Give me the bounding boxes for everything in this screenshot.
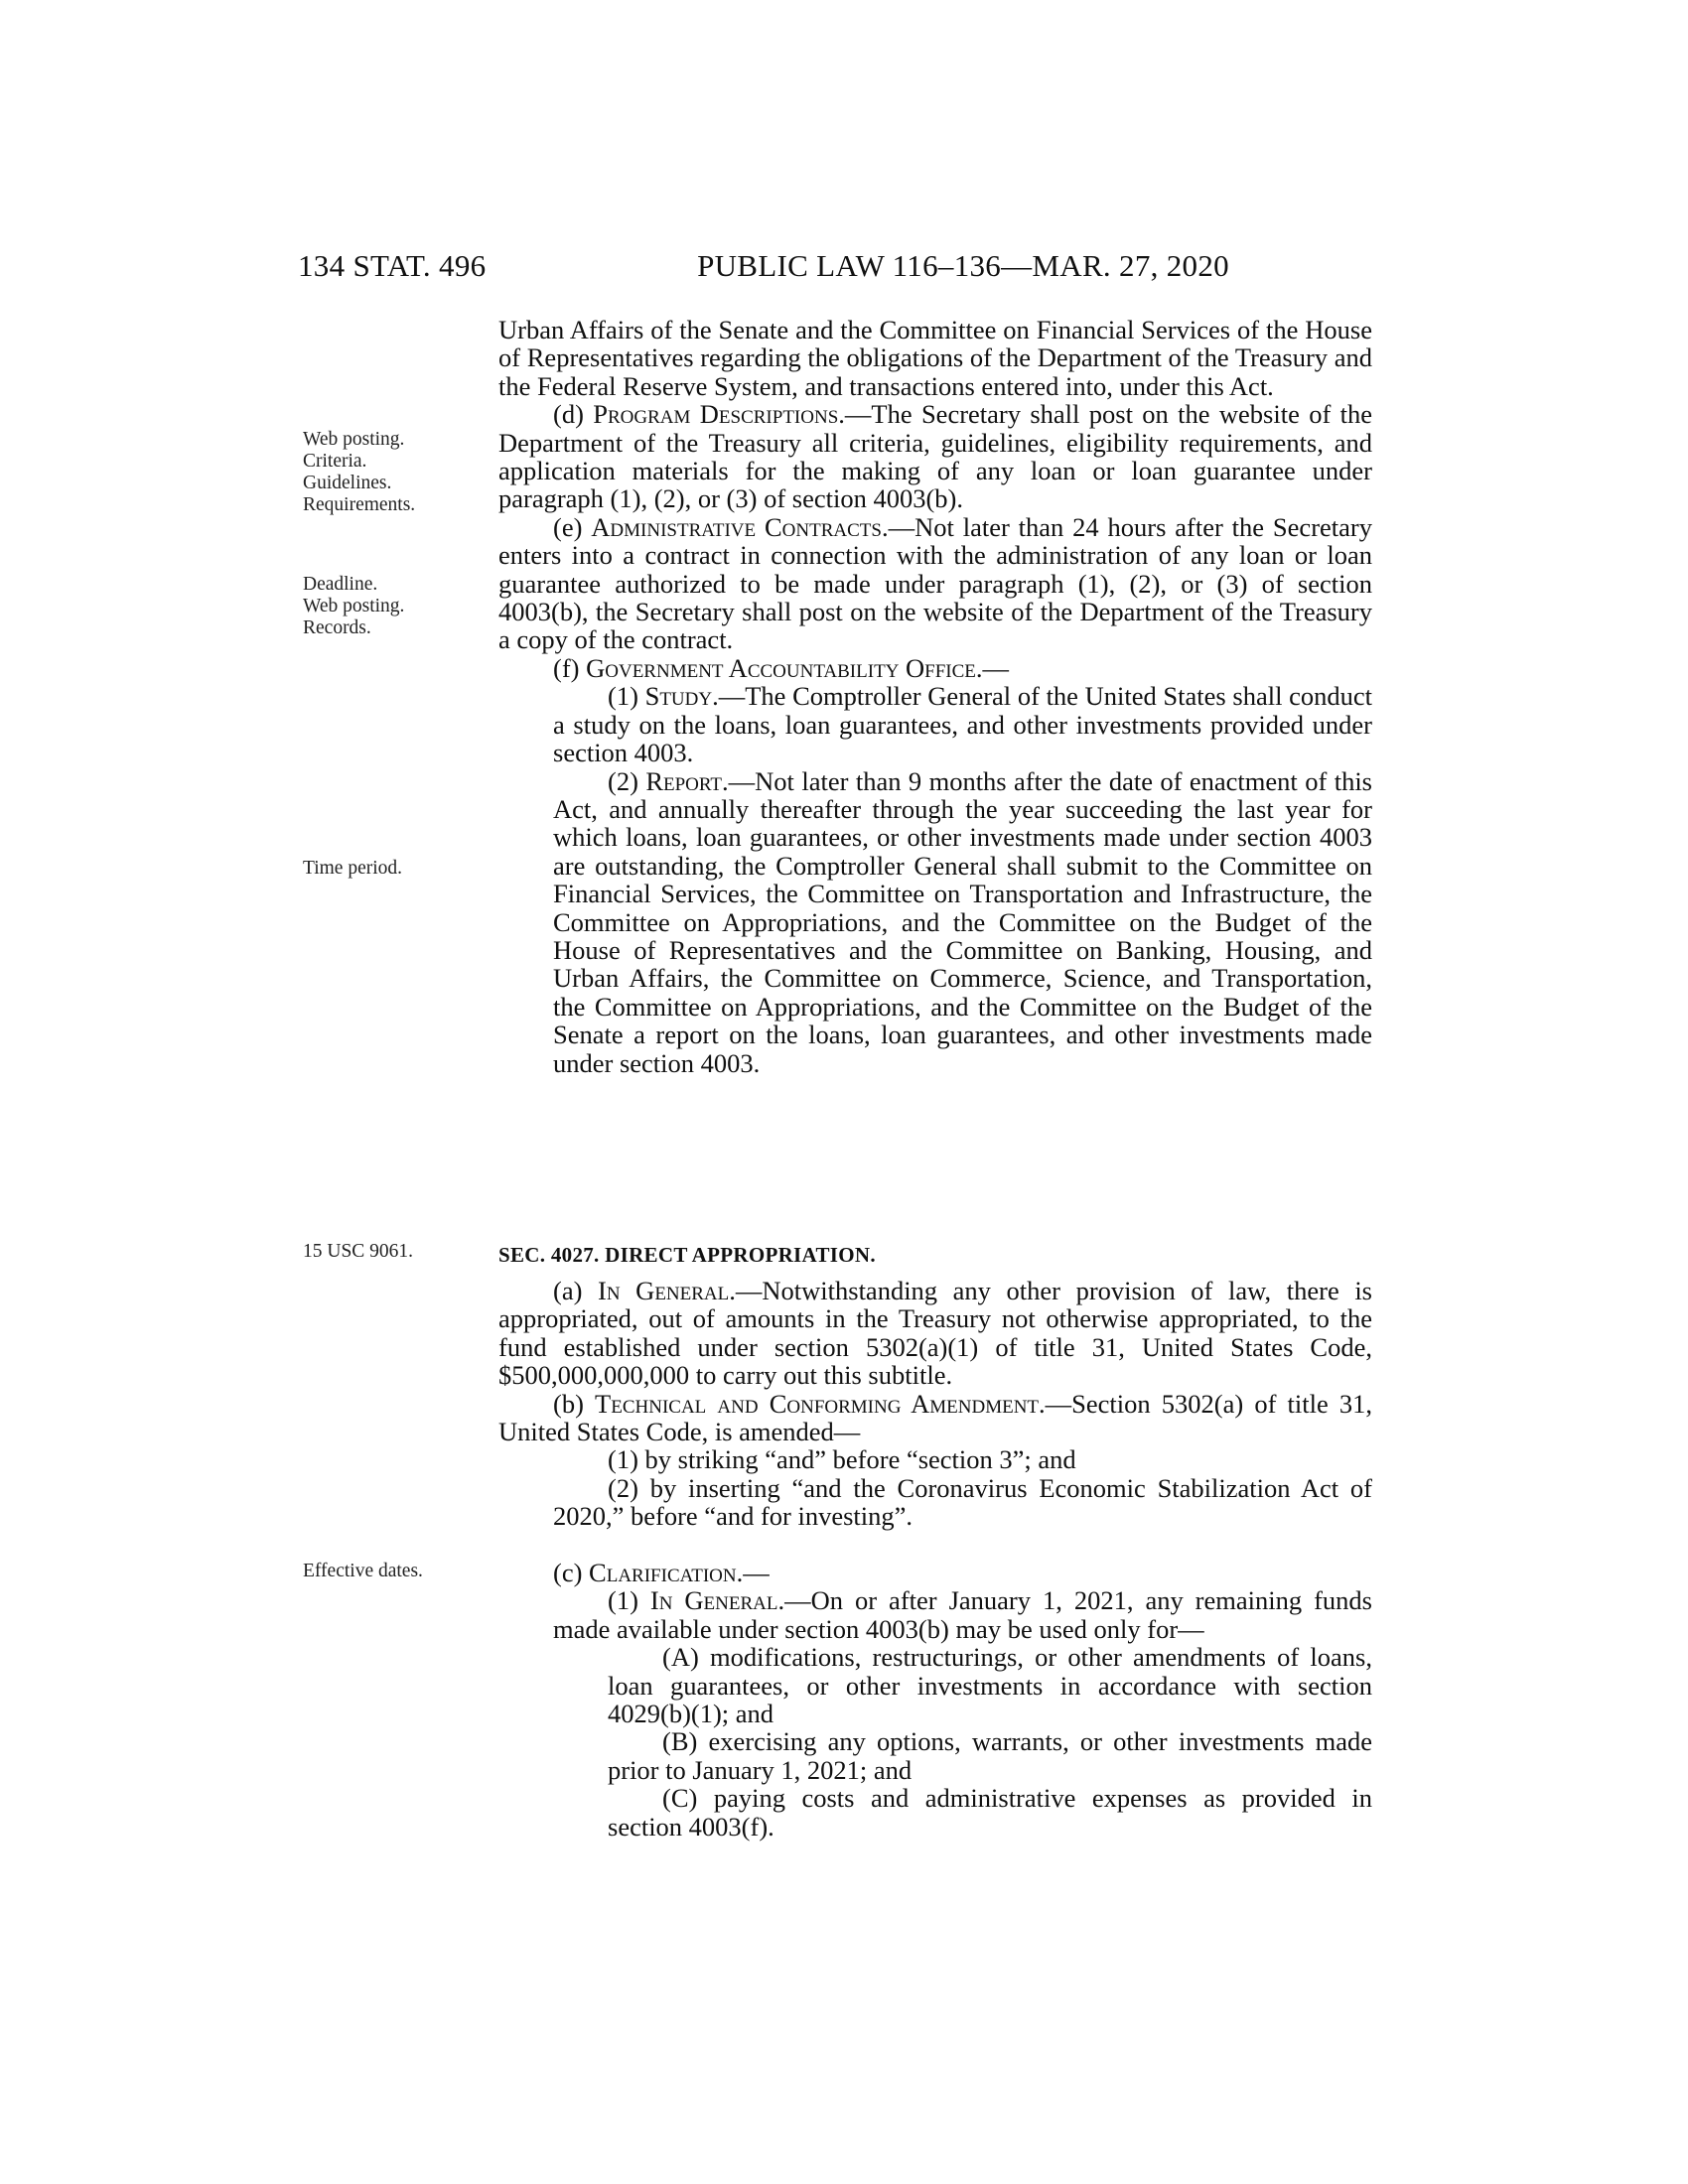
- subsection-heading: Administrative Contracts: [591, 511, 882, 542]
- subsection-e: [498, 513, 1372, 654]
- subsection-label: (f): [553, 652, 587, 683]
- paragraph-text: .—On or after January 1, 2021, any remaining funds made available under section 4003(b) may be used only for—: [553, 1585, 1372, 1644]
- subsection-label: (e): [553, 511, 592, 542]
- body-text-block-3: [498, 1559, 1372, 1841]
- margin-note-time-period: [303, 858, 402, 880]
- margin-note-effective-dates: [303, 1561, 423, 1582]
- subsection-b: [498, 1390, 1372, 1446]
- margin-note-line: Time period.: [303, 858, 403, 879]
- subparagraph-c-1-b: (B) exercising any options, warrants, or other investments made prior to January 1, 2021; and: [608, 1726, 1372, 1785]
- margin-note-line: Guidelines.: [303, 473, 392, 493]
- paragraph-label: (1): [608, 1585, 650, 1616]
- subsection-text: .—Section 5302(a) of title 31, United States Code, is amended—: [498, 1388, 1373, 1447]
- page-header-title: PUBLIC LAW 116–136—MAR. 27, 2020: [697, 248, 1229, 283]
- subsection-heading: Technical and Conforming Amendment: [595, 1388, 1040, 1419]
- paragraph-heading: In General: [649, 1585, 778, 1616]
- page-stat-citation: 134 STAT. 496: [298, 248, 487, 283]
- paragraph-label: (2): [608, 765, 646, 796]
- subsection-heading: Clarification: [589, 1558, 737, 1587]
- margin-note-line: Effective dates.: [303, 1561, 423, 1581]
- margin-note-usc: [303, 1241, 413, 1263]
- subsection-label: (d): [553, 399, 594, 430]
- margin-note-line: 15 USC 9061.: [303, 1241, 414, 1262]
- paragraph-text: .—The Comptroller General of the United States shall conduct a study on the loans, loan guarantees, and other investments provided under section 4003.: [553, 681, 1372, 768]
- subsection-c: [498, 1559, 1372, 1586]
- subsection-text: .—The Secretary shall post on the website of the Department of the Treasury all criteria, guidelines, eligibility requirements, and application materials for the making of any loan or loan guarantee under paragraph (1), (2), or (3) of section 4003(b).: [498, 399, 1372, 514]
- paragraph-f-1: [498, 682, 1372, 766]
- margin-note-line: Criteria.: [303, 451, 367, 472]
- subsection-text: .—: [975, 652, 1010, 683]
- subsection-label: (c): [553, 1558, 590, 1587]
- paragraph-heading: Report: [645, 765, 723, 796]
- margin-note-line: Web posting.: [303, 596, 405, 616]
- paragraph-f-2: [498, 767, 1372, 1077]
- margin-note-line: Deadline.: [303, 574, 378, 595]
- subparagraph-c-1-c: (C) paying costs and administrative expenses as provided in section 4003(f).: [608, 1783, 1372, 1842]
- subsection-text: .—: [736, 1558, 770, 1587]
- subparagraph-c-1-a: (A) modifications, restructurings, or other amendments of loans, loan guarantees, or other investments in accordance with section 4029(b)(1); and: [608, 1642, 1372, 1729]
- section-heading: SEC. 4027. DIRECT APPROPRIATION.: [498, 1243, 876, 1267]
- paragraph-continuation: Urban Affairs of the Senate and the Committee on Financial Services of the House of Representatives regarding the obligations of the Department of the Treasury and the Federal Reserve System, and transactions entered into, under this Act.: [498, 315, 1372, 401]
- subsection-a: [498, 1277, 1372, 1390]
- subsection-label: (b): [553, 1388, 596, 1419]
- body-text-block-2: [498, 1277, 1372, 1531]
- paragraph-heading: Study: [644, 681, 713, 712]
- subsection-text: .—Not later than 24 hours after the Secretary enters into a contract in connection with the administration of any loan or loan guarantee authorized to be made under paragraph (1), (2), or (3) of section 4003(b), the Secretary shall post on the website of the Department of the Treasury a copy of the contract.: [498, 511, 1372, 655]
- paragraph-b-1: (1) by striking “and” before “section 3”; and: [608, 1444, 1076, 1475]
- margin-note-deadline: [303, 574, 404, 639]
- margin-note-web-posting: [303, 429, 415, 516]
- subsection-heading: Program Descriptions: [593, 399, 839, 430]
- paragraph-label: (1): [608, 681, 645, 712]
- subsection-d: [498, 400, 1372, 513]
- margin-note-line: Requirements.: [303, 494, 416, 515]
- paragraph-text: .—Not later than 9 months after the date of enactment of this Act, and annually thereafter through the year succeeding the last year for which loans, loan guarantees, or other investments made under section 4003 are outstanding, the Comptroller General shall submit to the Committee on Financial Services, the Committee on Transportation and Infrastructure, the Committee on Appropriations, and the Committee on the Budget of the House of Representatives and the Committee on Banking, Housing, and Urban Affairs, the Committee on Commerce, Science, and Transportation, the Committee on Appropriations, and the Committee on the Budget of the Senate a report on the loans, loan guarantees, and other investments made under section 4003.: [553, 765, 1372, 1078]
- subsection-label: (a): [553, 1276, 599, 1305]
- margin-note-line: Records.: [303, 617, 371, 638]
- paragraph-b-2: (2) by inserting “and the Coronavirus Economic Stabilization Act of 2020,” before “and for investing”.: [553, 1472, 1372, 1532]
- subsection-heading: Government Accountability Office: [586, 652, 976, 683]
- paragraph-c-1: [498, 1586, 1372, 1643]
- margin-note-line: Web posting.: [303, 429, 405, 450]
- subsection-heading: In General: [598, 1276, 730, 1305]
- subsection-text: .—Notwithstanding any other provision of law, there is appropriated, out of amounts in the Treasury not otherwise appropriated, to the fund established under section 5302(a)(1) of title 31, United States Code, $500,000,000,000 to carry out this subtitle.: [498, 1276, 1372, 1391]
- body-text-block-1: [498, 316, 1372, 1077]
- subsection-f: [498, 654, 1372, 682]
